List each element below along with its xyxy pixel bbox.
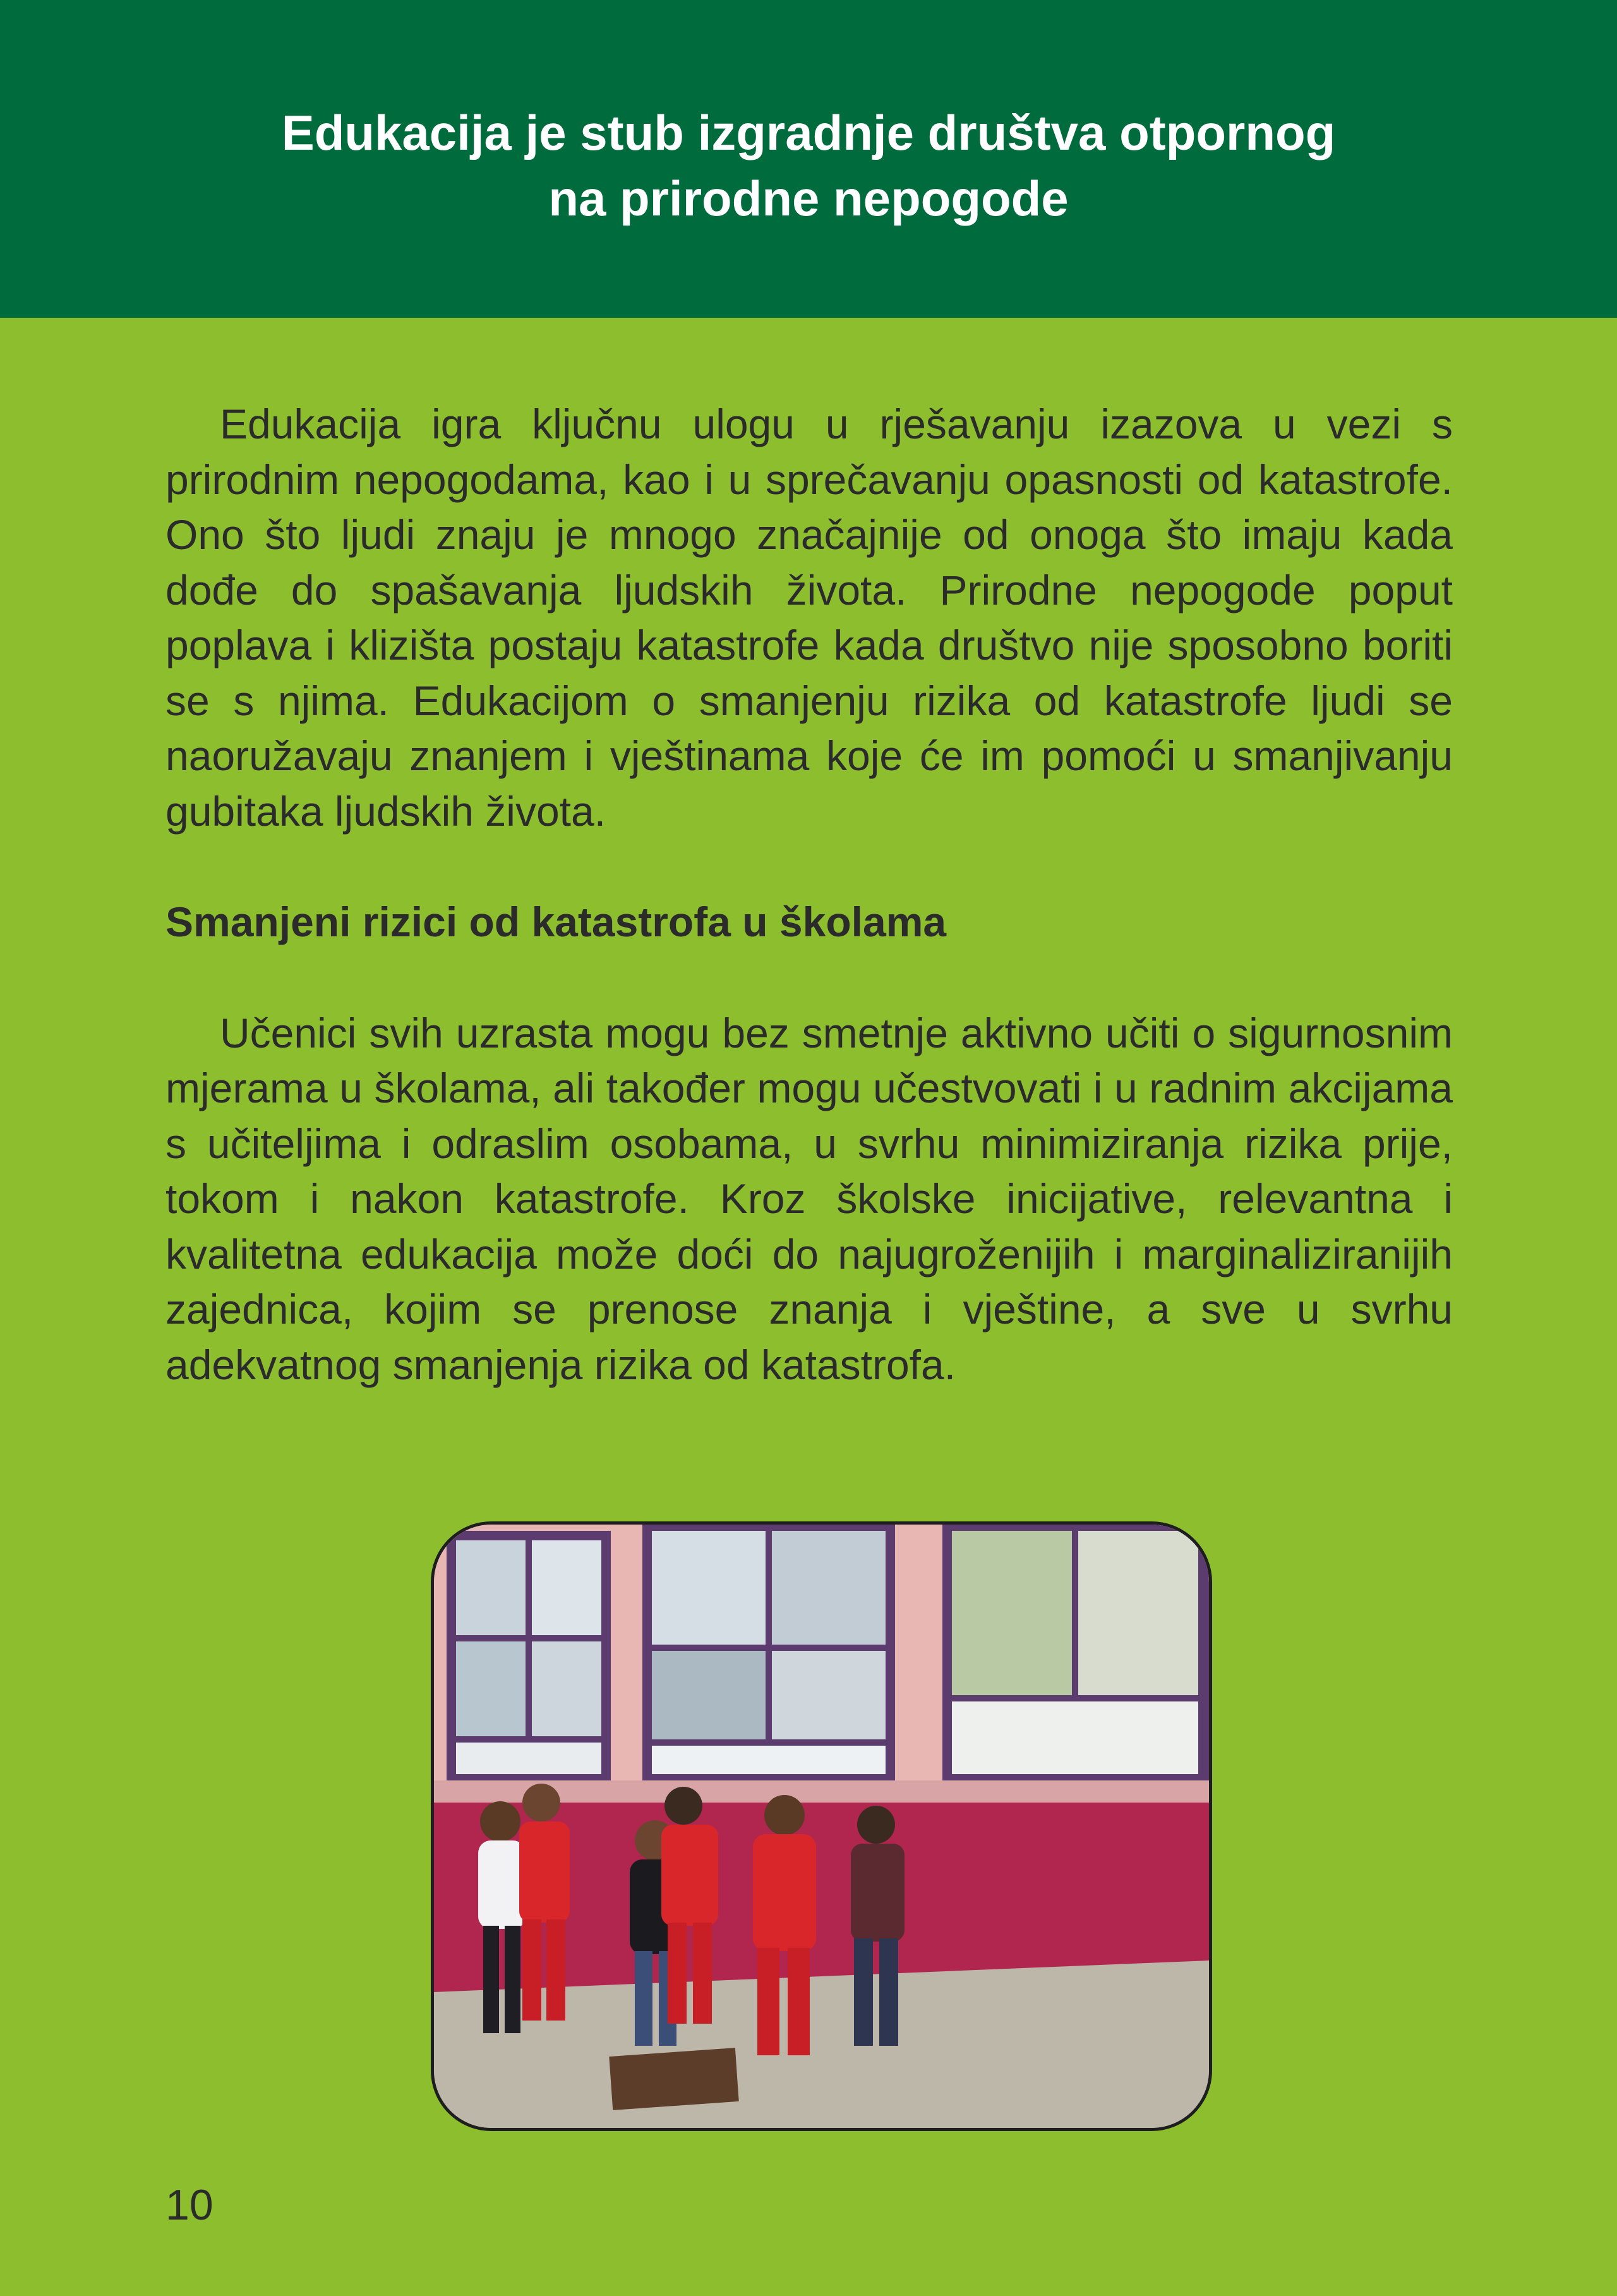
evacuation-drill-photo [431,1521,1212,2131]
page-header [0,0,1617,318]
section-heading: Smanjeni rizici od katastrofa u školama [165,898,947,945]
page-title-line-2: na prirodne nepogode [548,170,1069,226]
main-content [165,397,1453,1393]
school-windows [447,1525,1209,1780]
intro-paragraph: Edukacija igra ključnu ulogu u rješavanju izazova u vezi s prirodnim nepogodama, kao i u sprečavanju opasnosti od katastrofe. Ono što ljudi znaju je mnogo značajnije od onoga što imaju kada dođe do spašavanja ljudskih života. Prirodne nepogode poput poplava i klizišta postaju katastrofe kada društvo nije sposobno boriti se s njima. Edukacijom o smanjenju rizika od katastrofe ljudi se naoružavaju znanjem i vještinama koje će im pomoći u smanjivanju gubitaka ljudskih života. [165,401,1453,835]
schools-paragraph: Učenici svih uzrasta mogu bez smetnje aktivno učiti o sigurnosnim mjerama u školama, ali također mogu učestvovati i u radnim akcijama s učiteljima i odraslim osobama, u svrhu minimiziranja rizika prije, tokom i nakon katastrofe. Kroz školske inicijative, relevantna i kvalitetna edukacija može doći do najugroženijih i marginaliziranijih zajednica, kojim se prenose znanja i vještine, a sve u svrhu adekvatnog smanjenja rizika od katastrofa. [165,1009,1453,1388]
photo-illustration [434,1525,1209,2128]
page-title-line-1: Edukacija je stub izgradnje društva otpornog [281,104,1336,160]
page-number: 10 [165,2181,213,2229]
